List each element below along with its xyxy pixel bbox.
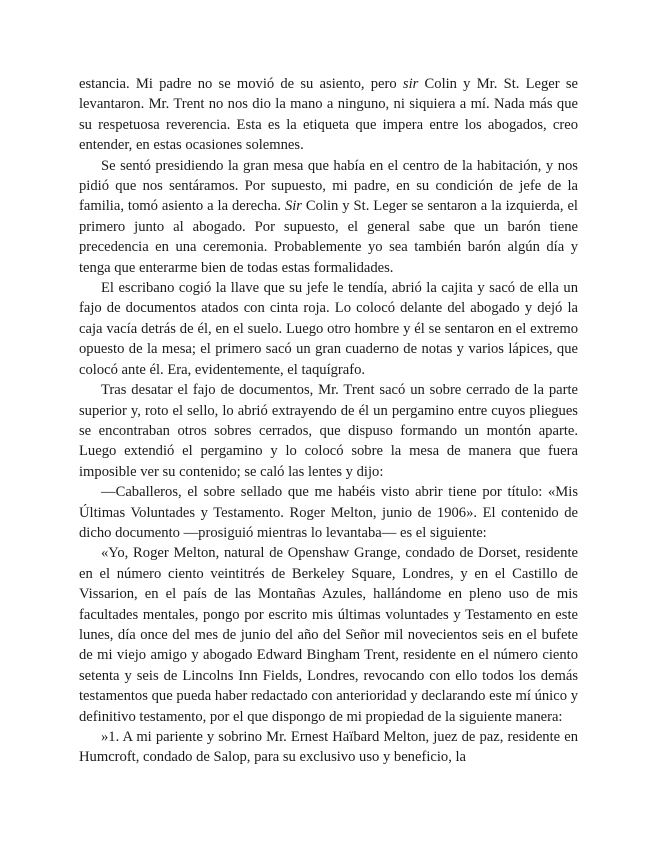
paragraph: «Yo, Roger Melton, natural de Openshaw Grange, condado de Dorset, residente en el número ciento veintitrés de Berkeley Square, Londres, y en el Castillo de Vissarion, en el país de las Montañas Azules, hallándome en pleno uso de mis facultades mentales, pongo por escrito mis últimas voluntades y Testamento en este lunes, día once del mes de junio del año del Señor mil novecientos seis en el bufete de mi viejo amigo y abogado Edward Bingham Trent, residente en el número ciento setenta y seis de Lincolns Inn Fields, Londres, revocando con ello todos los demás testamentos que pueda haber redactado con anterioridad y declarando este mí único y definitivo testamento, por el que dispongo de mi propiedad de la siguiente manera: bbox=[79, 545, 578, 725]
italic-text: sir bbox=[402, 76, 419, 92]
paragraph: »1. A mi pariente y sobrino Mr. Ernest Haïbard Melton, juez de paz, residente en Humcroft, condado de Salop, para su exclusivo uso y beneficio, la bbox=[79, 729, 578, 766]
paragraph: —Caballeros, el sobre sellado que me habéis visto abrir tiene por título: «Mis Últimas Voluntades y Testamento. Roger Melton, junio de 1906». El contenido de dicho documento —prosiguió mientras lo levantaba— es el siguiente: bbox=[79, 484, 578, 541]
paragraph: estancia. Mi padre no se movió de su asiento, pero sir Colin y Mr. St. Leger se levantaron. Mr. Trent no nos dio la mano a ninguno, ni siquiera a mí. Nada más que su respetuosa reverencia. Esta es la etiqueta que impera entre los abogados, creo entender, en estas ocasiones solemnes. bbox=[79, 76, 579, 154]
book-page bbox=[79, 74, 578, 768]
paragraph: Tras desatar el fajo de documentos, Mr. Trent sacó un sobre cerrado de la parte superior y, roto el sello, lo abrió extrayendo de él un pergamino entre cuyos pliegues se encontraban otros sobres cerrados, que dispuso formando un montón aparte. Luego extendió el pergamino y lo colocó sobre la mesa de manera que fuera imposible ver su contenido; se caló las lentes y dijo: bbox=[79, 382, 578, 480]
italic-text: Sir bbox=[284, 198, 302, 215]
paragraph: Se sentó presidiendo la gran mesa que había en el centro de la habitación, y nos pidió que nos sentáramos. Por supuesto, mi padre, en su condición de jefe de la familia, tomó asiento a la derecha. Sir Colin y St. Leger se sentaron a la izquierda, el primero junto al abogado. Por supuesto, el general sabe que un barón tiene precedencia en una ceremonia. Probablemente yo sea también barón algún día y tenga que enterarme bien de todas estas formalidades. bbox=[79, 157, 578, 276]
paragraph: El escribano cogió la llave que su jefe le tendía, abrió la cajita y sacó de ella un fajo de documentos atados con cinta roja. Lo colocó delante del abogado y dejó la caja vacía detrás de él, en el suelo. Luego otro hombre y él se sentaron en el extremo opuesto de la mesa; el primero sacó un gran cuaderno de notas y varios lápices, que colocó ante él. Era, evidentemente, el taquígrafo. bbox=[79, 280, 578, 378]
